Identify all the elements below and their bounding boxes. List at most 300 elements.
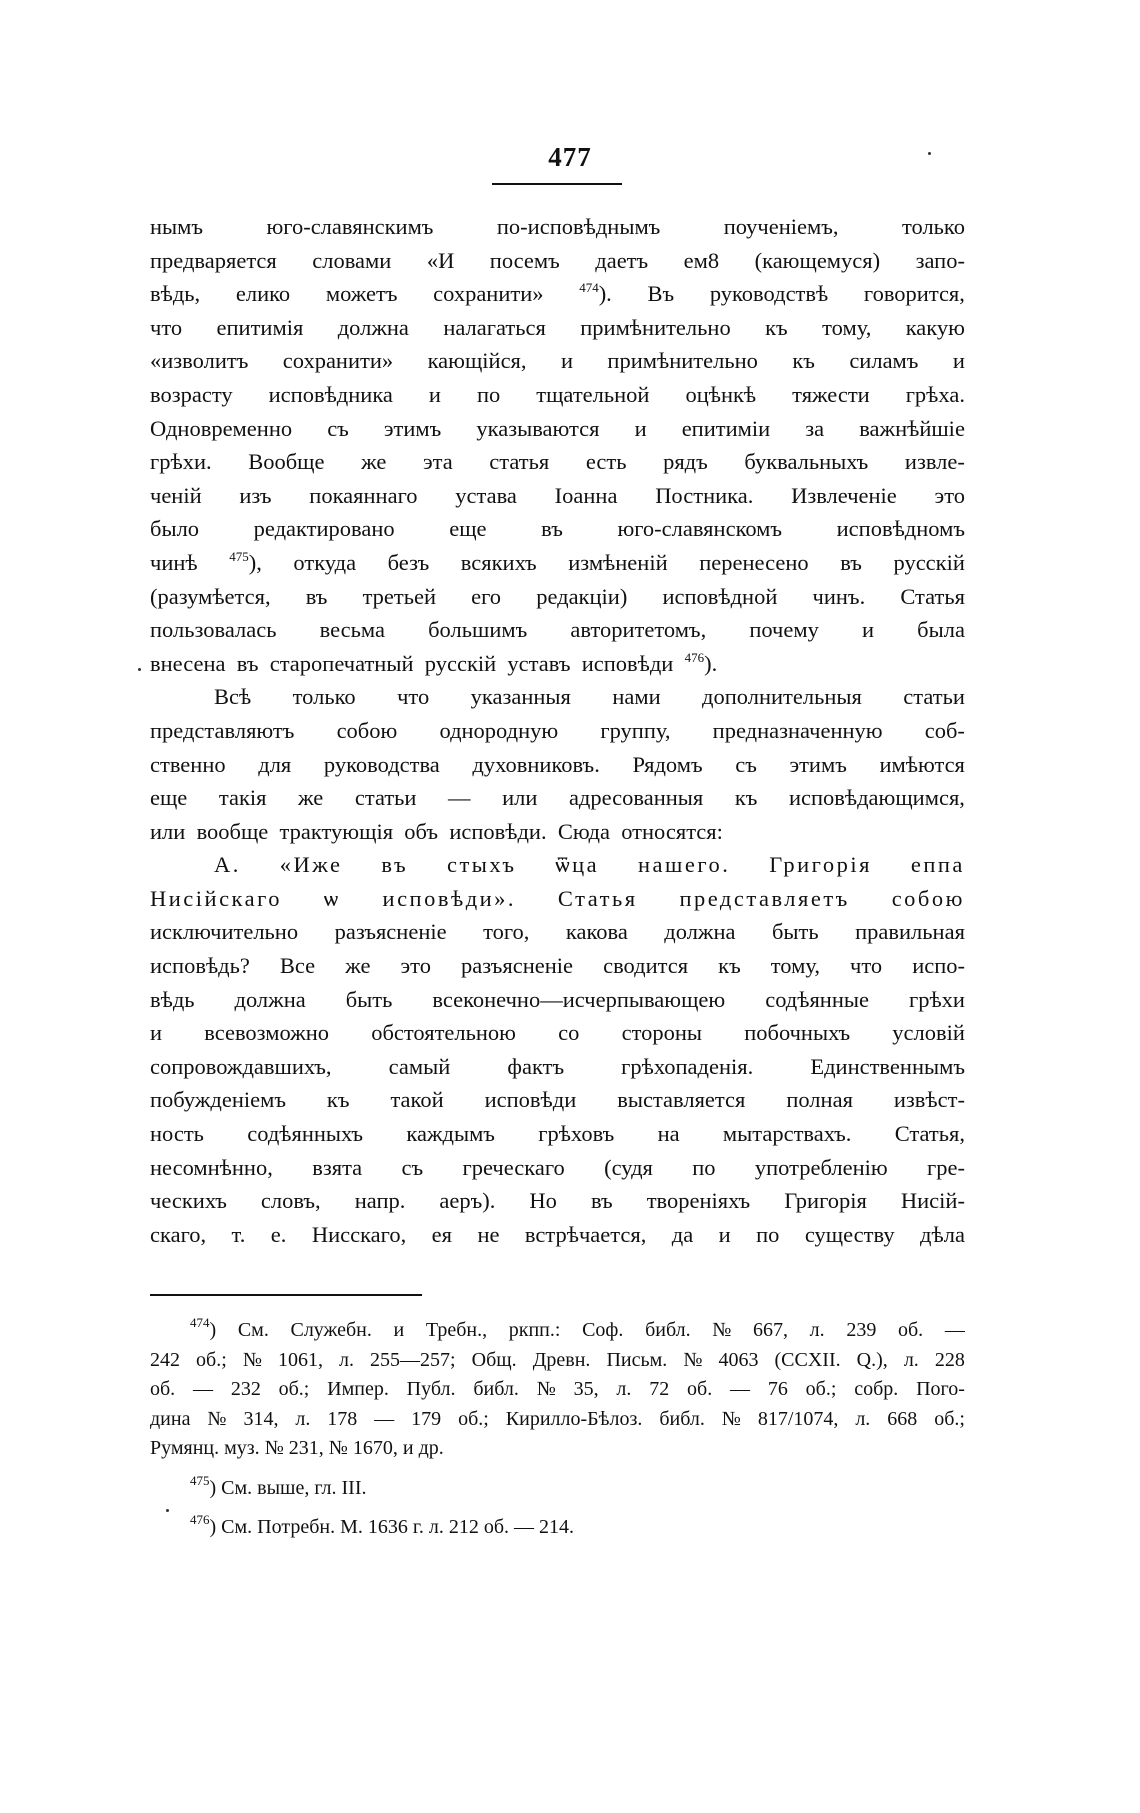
word: же <box>345 953 371 979</box>
footnote-line <box>150 1346 965 1376</box>
word: собою <box>336 717 398 743</box>
word: разъясненіе <box>334 919 447 945</box>
footnote-word: III. <box>341 1476 367 1499</box>
text-line <box>150 1083 965 1117</box>
word: словъ, <box>260 1188 321 1214</box>
word: стороны <box>621 1020 703 1046</box>
footnote-word: выше, <box>257 1476 310 1499</box>
word: чинѣ <box>150 549 198 575</box>
footnote-word: об. <box>483 1516 510 1538</box>
word: статьи <box>354 785 417 811</box>
text-line <box>150 479 965 513</box>
word: примѣнительно <box>580 314 731 340</box>
page-number-rule <box>492 183 622 185</box>
footnote-word: Пого- <box>916 1378 965 1400</box>
word: напр. <box>354 1188 406 1214</box>
word: еппа <box>910 852 965 878</box>
footnote-line <box>150 1474 965 1504</box>
text-line <box>150 714 965 748</box>
word: не <box>477 1221 500 1247</box>
word: примѣнительно <box>607 348 758 374</box>
word: буквальныхъ <box>744 449 869 475</box>
footnote-word: библ. <box>645 1319 691 1341</box>
word: сохранити» <box>433 281 544 307</box>
footnote-line <box>150 1316 965 1346</box>
footnote-word: $^{474}$) <box>190 1315 217 1341</box>
word: Статья <box>900 583 965 609</box>
footnote-word: 232 <box>230 1378 261 1400</box>
word: указанныя <box>470 684 571 710</box>
text-line <box>150 781 965 815</box>
word: оцѣнкѣ <box>685 381 757 407</box>
word: перенесено <box>699 549 809 575</box>
word: такія <box>218 785 267 811</box>
footnote-word: об. <box>150 1378 176 1400</box>
footnote-word: гл. <box>314 1476 337 1499</box>
footnote-word: Q.), <box>856 1348 888 1371</box>
word: елико <box>235 281 291 307</box>
word: это <box>400 953 431 979</box>
footnote-word: л. <box>855 1407 871 1430</box>
word: быть <box>771 919 819 945</box>
word: Нисскаго, <box>311 1221 407 1247</box>
footnote-word: Древн. <box>532 1348 591 1371</box>
footnote-word: 242 <box>150 1348 180 1371</box>
text-line <box>150 848 965 882</box>
word: всевозможно <box>204 1020 330 1046</box>
word: исключительно <box>150 919 299 945</box>
footnote-word: и <box>393 1319 405 1341</box>
word: побужденіемъ <box>150 1087 286 1113</box>
word: Статья, <box>894 1121 965 1147</box>
word: русскій <box>424 650 497 676</box>
word: Въ <box>647 281 675 307</box>
footnote-word: библ. <box>473 1378 519 1400</box>
word: $^{475}$), <box>229 548 262 575</box>
footnote-word: (CCXII. <box>774 1348 841 1371</box>
footnote-word: об. <box>897 1319 924 1341</box>
text-line <box>150 647 965 681</box>
word: стыхъ <box>446 852 517 878</box>
footnote-word: об. <box>687 1378 713 1400</box>
word: Всѣ <box>214 684 252 710</box>
word: каждымъ <box>406 1121 495 1147</box>
word: исповѣди». <box>382 885 517 911</box>
footnote-word: $^{475}$) <box>190 1472 217 1499</box>
word: должна <box>337 314 409 340</box>
footnote-word: См. <box>221 1476 253 1499</box>
word: (судя <box>604 1154 653 1180</box>
word: нами <box>612 684 661 710</box>
word: (кающемуся) <box>754 247 881 273</box>
word: даетъ <box>595 247 649 273</box>
word: возрасту <box>150 381 233 407</box>
footnote-word: 228 <box>934 1348 965 1371</box>
footnote-word: 239 <box>846 1319 877 1341</box>
word: эта <box>422 449 453 475</box>
footnote-word: л. <box>339 1348 354 1371</box>
text-line <box>150 445 965 479</box>
footnote-word: Общ. <box>471 1348 517 1371</box>
word: этимъ <box>789 751 847 777</box>
word: адресованныя <box>568 785 704 811</box>
word: было <box>150 516 200 542</box>
word: исповѣдномъ <box>836 516 965 542</box>
word: въ <box>236 650 259 676</box>
word: или <box>150 818 186 844</box>
word: руководства <box>323 751 440 777</box>
word: вообще <box>196 818 269 844</box>
footnote-word: См. <box>237 1319 269 1341</box>
text-line <box>150 1050 965 1084</box>
word: въ <box>381 852 409 878</box>
word: на <box>657 1121 680 1147</box>
word: Одновременно <box>150 415 293 441</box>
footnote-word: об.; <box>196 1348 227 1371</box>
word: старопечатный <box>269 650 414 676</box>
text-line <box>150 1016 965 1050</box>
footnote-word: 817/1074, <box>757 1407 839 1430</box>
word: имѣются <box>879 751 965 777</box>
footnotes <box>150 1316 965 1543</box>
word: содѣянные <box>765 986 869 1012</box>
word: статьи <box>903 684 965 710</box>
text-line <box>150 915 965 949</box>
word: же <box>361 449 387 475</box>
word: духовниковъ. <box>472 751 600 777</box>
word: нымъ <box>150 214 204 239</box>
word: что <box>397 684 430 710</box>
footnote-word: Румянц. <box>150 1437 220 1459</box>
word: кающійся, <box>427 348 527 374</box>
word: Григорія <box>784 1188 867 1214</box>
word: важнѣйшіе <box>859 415 965 441</box>
word: авторитетомъ, <box>570 617 707 643</box>
word: — <box>448 785 471 811</box>
word: запо- <box>915 247 965 273</box>
word: содѣянныхъ <box>247 1121 364 1147</box>
word: была <box>917 617 965 643</box>
word: е. <box>270 1221 287 1247</box>
word: рядъ <box>663 449 708 475</box>
word: можетъ <box>325 281 398 307</box>
word: вѣдь <box>150 986 195 1012</box>
footnote-word: — <box>944 1319 965 1341</box>
word: $^{476}$). <box>684 649 718 676</box>
word: соб- <box>924 717 965 743</box>
word: несомнѣнно, <box>150 1154 273 1180</box>
word: встрѣчается, <box>524 1221 647 1247</box>
word: силамъ <box>849 348 919 374</box>
word: сопровождавшихъ, <box>150 1053 332 1079</box>
word: фактъ <box>507 1053 565 1079</box>
word: самый <box>388 1053 451 1079</box>
text-line <box>150 277 965 311</box>
word: къ <box>765 314 788 340</box>
footnote-word: 72 <box>649 1378 670 1400</box>
footnote-word: № <box>242 1348 262 1371</box>
word: съ <box>735 751 757 777</box>
footnote-word: 668 <box>887 1407 918 1430</box>
footnote-word: 1636 <box>367 1516 408 1538</box>
word: съ <box>327 415 349 441</box>
word: предназначенную <box>712 717 883 743</box>
text-line <box>150 613 965 647</box>
word: что <box>150 314 183 340</box>
word: представляютъ <box>150 717 295 743</box>
word: и <box>634 415 647 441</box>
word: словами <box>312 247 392 273</box>
word: уставъ <box>507 650 571 676</box>
word: побочныхъ <box>744 1020 851 1046</box>
word: грѣхи. <box>150 449 212 475</box>
footnote-word: л. <box>428 1516 444 1538</box>
footnote-line <box>150 1375 965 1405</box>
text-line <box>150 311 965 345</box>
footnote-word: л. <box>616 1378 632 1400</box>
footnote-word: 179 <box>411 1407 442 1430</box>
word: исповѣди <box>484 1087 577 1113</box>
word: ея <box>431 1221 452 1247</box>
footnote-word: № <box>264 1437 284 1459</box>
footnote-word: № <box>721 1407 741 1430</box>
word: изъ <box>239 482 272 508</box>
word: гре- <box>927 1154 965 1180</box>
word: Григорія <box>769 852 872 878</box>
word: поученіемъ, <box>723 214 839 239</box>
word: къ <box>718 953 741 979</box>
word: грѣхи <box>908 986 965 1012</box>
word: сводится <box>603 953 689 979</box>
footnote-word: л. <box>809 1319 825 1341</box>
word: употребленію <box>754 1154 888 1180</box>
word: Извлеченіе <box>791 482 897 508</box>
word: исповѣдающимся, <box>788 785 965 811</box>
body-text <box>150 210 965 1251</box>
word: къ <box>326 1087 350 1113</box>
footnote-word: Требн., <box>425 1319 488 1341</box>
footnote-word: 314, <box>243 1407 279 1430</box>
print-speck <box>138 668 141 671</box>
word: въ <box>840 549 862 575</box>
word: руководствѣ <box>709 281 829 307</box>
word: Рядомъ <box>632 751 703 777</box>
word: весьма <box>319 617 385 643</box>
word: исповѣди <box>581 650 674 676</box>
word: условій <box>892 1020 965 1046</box>
footnote-word: г. <box>412 1516 424 1538</box>
word: только <box>292 684 356 710</box>
footnote-word: $^{476}$) <box>190 1512 217 1538</box>
word: группу, <box>600 717 671 743</box>
word: исповѣди. <box>449 818 547 844</box>
word: исповѣдника <box>268 381 393 407</box>
word: есть <box>585 449 627 475</box>
word: юго-славянскомъ <box>617 516 783 542</box>
footnote-word: Потребн. <box>257 1516 336 1538</box>
word: испо- <box>912 953 965 979</box>
word: еще <box>449 516 487 542</box>
footnote-line <box>150 1405 965 1435</box>
word: русскій <box>893 549 965 575</box>
footnote-line <box>150 1513 965 1543</box>
text-line <box>150 748 965 782</box>
word: говорится, <box>863 281 965 307</box>
footnote-word: 231, <box>288 1437 324 1459</box>
word: тяжести <box>792 381 870 407</box>
footnote-word: 4063 <box>718 1348 759 1371</box>
word: исповѣдь? <box>150 953 250 979</box>
footnote-word: Публ. <box>406 1378 456 1400</box>
text-line <box>150 1184 965 1218</box>
word: третьей <box>362 583 437 609</box>
word: всеконечно—исчерпывающею <box>432 986 726 1012</box>
footnote-word: об.; <box>458 1407 489 1430</box>
word: въ <box>541 516 563 542</box>
word: пользовалась <box>150 617 277 643</box>
word: разъясненіе <box>461 953 574 979</box>
word: относятся: <box>621 818 723 844</box>
word: епитимія <box>216 314 304 340</box>
word: трактующія <box>279 818 394 844</box>
word: извле- <box>904 449 965 475</box>
footnote-word: об.; <box>805 1378 837 1400</box>
word: чинъ. <box>812 583 866 609</box>
word: грѣхопаденія. <box>621 1053 754 1079</box>
word: взята <box>312 1154 363 1180</box>
footnote-word: 76 <box>767 1378 788 1400</box>
word: грѣха. <box>905 381 965 407</box>
word: А. <box>214 852 241 878</box>
word: нашего. <box>638 852 731 878</box>
word: съ <box>401 1154 424 1180</box>
text-line <box>150 949 965 983</box>
word: ченій <box>150 482 202 508</box>
footnote-word: 667, <box>753 1319 789 1341</box>
footnote-word: № <box>536 1378 556 1400</box>
text-line <box>150 1218 965 1252</box>
word: по <box>476 381 501 407</box>
word: того, <box>483 919 530 945</box>
word: тщательной <box>536 381 650 407</box>
word: редакціи) <box>536 583 628 609</box>
word: предваряется <box>150 247 277 273</box>
word: полная <box>786 1087 853 1113</box>
word: и <box>718 1221 731 1247</box>
word: указываются <box>476 415 600 441</box>
print-speck <box>928 152 931 155</box>
text-line <box>150 580 965 614</box>
word: правильная <box>855 919 965 945</box>
word: аеръ). <box>439 1188 496 1214</box>
word: ѿца <box>555 852 600 878</box>
footnote-rule <box>150 1294 422 1296</box>
word: т. <box>231 1221 246 1247</box>
word: дополнительныя <box>702 684 862 710</box>
word: и <box>952 348 965 374</box>
footnote-word: 1061, <box>277 1348 323 1371</box>
footnote-word: об.; <box>278 1378 310 1400</box>
word: «Иже <box>279 852 343 878</box>
word: обстоятельною <box>371 1020 516 1046</box>
word: должна <box>664 919 736 945</box>
word: какую <box>905 314 965 340</box>
text-line <box>150 882 965 916</box>
word: такой <box>390 1087 444 1113</box>
word: что <box>850 953 883 979</box>
word: еще <box>150 785 188 811</box>
word: по <box>756 1221 780 1247</box>
word: это <box>934 482 965 508</box>
word: исповѣдной <box>662 583 778 609</box>
footnote-word: собр. <box>854 1378 899 1400</box>
word: по <box>692 1154 716 1180</box>
word: скаго, <box>150 1221 207 1247</box>
word: Сюда <box>557 818 610 844</box>
word: объ <box>404 818 439 844</box>
page-number: 477 <box>548 142 592 172</box>
word: и <box>861 617 875 643</box>
word: однородную <box>439 717 559 743</box>
footnote-line <box>150 1434 965 1464</box>
footnote-word: 1670, <box>352 1437 398 1459</box>
word: редактировано <box>253 516 395 542</box>
word: Нисійскаго <box>150 885 283 911</box>
word: Статья <box>557 885 638 911</box>
word: посемъ <box>489 247 560 273</box>
word: быть <box>345 986 393 1012</box>
word: тому, <box>770 953 820 979</box>
footnote-word: Импер. <box>327 1378 389 1400</box>
footnote-word: дина <box>150 1407 191 1430</box>
word: этимъ <box>383 415 442 441</box>
footnote-word: библ. <box>659 1407 705 1430</box>
word: внесена <box>150 650 226 676</box>
footnote-word: № <box>207 1407 227 1430</box>
word: тому, <box>822 314 872 340</box>
word: его <box>471 583 502 609</box>
footnote-word: л. <box>903 1348 919 1371</box>
word: епитиміи <box>681 415 771 441</box>
word: собою <box>891 885 965 911</box>
text-line <box>150 815 965 849</box>
footnote-word: — <box>730 1378 751 1400</box>
word: Вообще <box>248 449 325 475</box>
word: Іоанна <box>554 482 618 508</box>
word: $^{474}$). <box>579 280 612 307</box>
word: большимъ <box>428 617 528 643</box>
word: греческаго <box>462 1154 565 1180</box>
word: со <box>558 1020 580 1046</box>
word: за <box>805 415 825 441</box>
word: существу <box>804 1221 895 1247</box>
word: «И <box>426 247 455 273</box>
word: представляетъ <box>679 885 850 911</box>
word: выставляется <box>617 1087 746 1113</box>
word: мытарствахъ. <box>722 1121 852 1147</box>
word: къ <box>734 785 758 811</box>
word: должна <box>234 986 306 1012</box>
text-line <box>150 344 965 378</box>
word: сохранити» <box>282 348 394 374</box>
word: ственно <box>150 751 226 777</box>
footnote-word: муз. <box>224 1437 260 1459</box>
word: ческихъ <box>150 1188 227 1214</box>
word: дѣла <box>920 1221 965 1247</box>
footnote-word: 214. <box>539 1516 575 1538</box>
footnote-word: Кирилло-Бѣлоз. <box>505 1407 643 1430</box>
word: извѣст- <box>893 1087 965 1113</box>
